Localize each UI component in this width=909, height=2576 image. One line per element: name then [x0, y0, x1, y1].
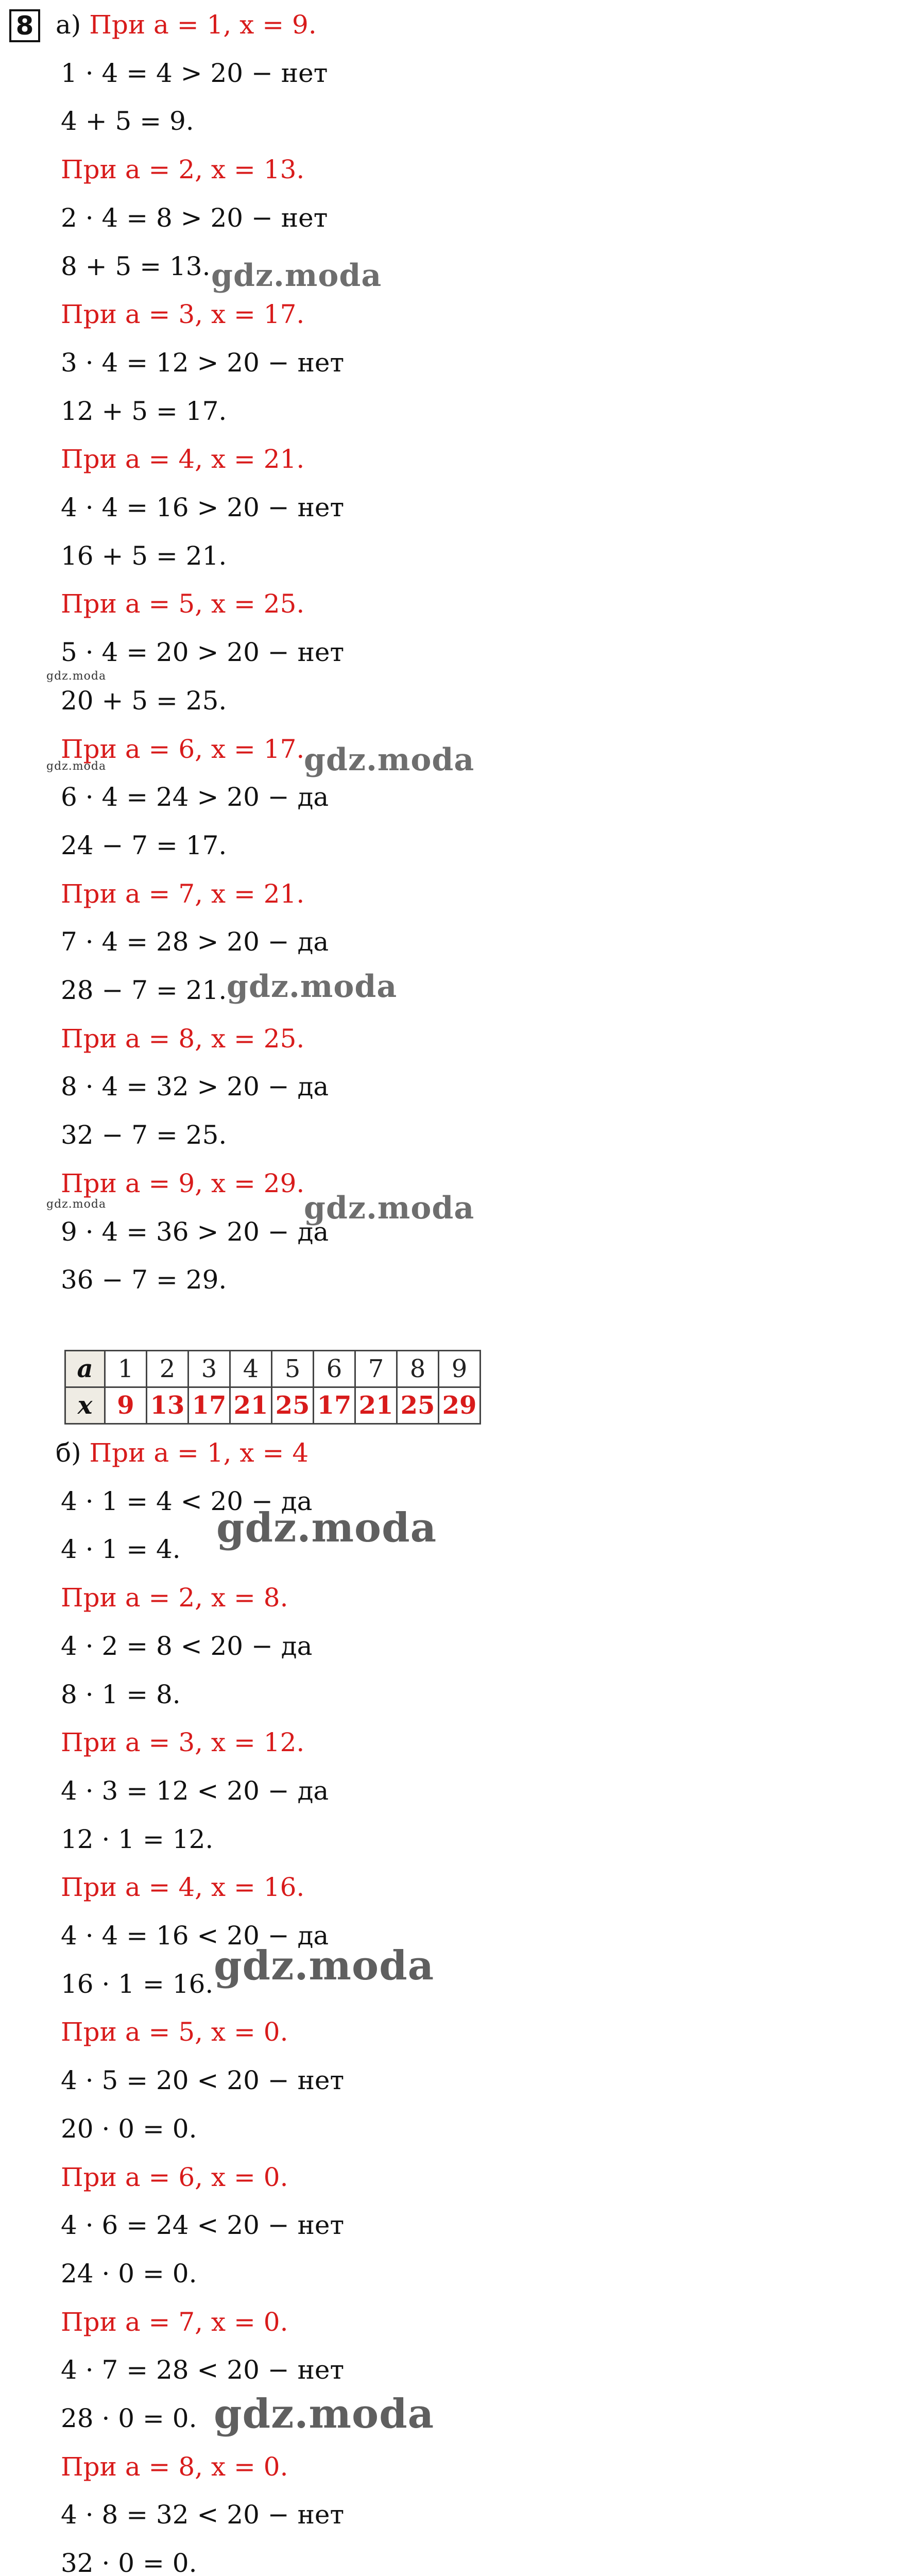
calculation-text: 20 · 0 = 0.	[61, 2113, 197, 2144]
table-cell: 21	[230, 1387, 272, 1424]
watermark-text: gdz.moda	[46, 1198, 107, 1211]
answer-heading: При a = 7, x = 21.	[61, 878, 305, 909]
calculation-text: 32 − 7 = 25.	[61, 1120, 227, 1150]
watermark-text: gdz.moda	[214, 2391, 435, 2437]
table-cell: 17	[188, 1387, 230, 1424]
part-b-line	[61, 1631, 312, 1662]
part-b-line	[61, 2258, 197, 2289]
watermark-text: gdz.moda	[214, 1942, 435, 1989]
part-a-line	[61, 685, 227, 716]
calculation-text: 36 − 7 = 29.	[61, 1265, 227, 1295]
part-a-line	[61, 975, 227, 1006]
part-b-line	[61, 2403, 197, 2434]
part-a-line	[61, 1023, 304, 1054]
calculation-text: 2 · 4 = 8 > 20 − нет	[61, 202, 328, 233]
calculation-text: 12 · 1 = 12.	[61, 1824, 214, 1854]
calculation-text: 7 · 4 = 28 > 20 − да	[61, 927, 329, 957]
part-b-line	[61, 2065, 344, 2096]
calculation-text: 8 · 1 = 8.	[61, 1679, 181, 1709]
part-b-line	[61, 1534, 181, 1565]
part-b-line	[61, 1872, 304, 1903]
part-a-line	[61, 782, 329, 812]
calculation-text: 4 · 5 = 20 < 20 − нет	[61, 2065, 345, 2096]
calculation-text: 28 · 0 = 0.	[61, 2403, 197, 2433]
answer-heading: При a = 5, x = 25.	[61, 589, 305, 619]
answer-heading: При a = 1, x = 9.	[89, 10, 317, 40]
part-a-line	[61, 926, 329, 957]
watermark-text: gdz.moda	[46, 670, 107, 683]
answer-heading: При a = 2, x = 13.	[61, 155, 305, 185]
part-b-line	[61, 2451, 288, 2482]
table-cell: 2	[147, 1351, 188, 1387]
a-row-header: a	[65, 1351, 105, 1387]
part-a-line	[61, 347, 344, 378]
part-a-line	[61, 1071, 329, 1102]
answer-heading: При a = 3, x = 12.	[61, 1727, 305, 1758]
part-b-line	[61, 1824, 213, 1855]
table-cell: 7	[355, 1351, 397, 1387]
table-cell: 3	[188, 1351, 230, 1387]
part-a-line	[61, 492, 344, 523]
calculation-text: 8 · 4 = 32 > 20 − да	[61, 1072, 329, 1102]
calculation-text: 3 · 4 = 12 > 20 − нет	[61, 347, 345, 378]
table-cell: 21	[355, 1387, 397, 1424]
part-b-line	[61, 2016, 288, 2047]
part-b-line	[61, 2210, 344, 2241]
part-a-line	[61, 1120, 227, 1150]
calculation-text: 5 · 4 = 20 > 20 − нет	[61, 637, 345, 668]
calculation-text: 4 · 1 = 4.	[61, 1534, 181, 1565]
exercise-number: 8	[9, 9, 40, 42]
calculation-text: 4 + 5 = 9.	[61, 106, 194, 137]
answer-heading: При a = 3, x = 17.	[61, 299, 305, 330]
part-b-line	[61, 1679, 181, 1710]
part-a-line	[61, 251, 211, 282]
answer-heading: При a = 2, x = 8.	[61, 1583, 288, 1613]
part-b-line	[61, 1582, 288, 1613]
calculation-text: 28 − 7 = 21.	[61, 975, 227, 1005]
watermark-text: gdz.moda	[46, 760, 107, 773]
x-row	[65, 1387, 481, 1424]
watermark-text: gdz.moda	[227, 969, 398, 1005]
calculation-text: 24 − 7 = 17.	[61, 830, 227, 860]
table-cell: 5	[272, 1351, 314, 1387]
part-b-line	[61, 1969, 213, 1999]
part-b-line	[56, 1437, 308, 1468]
answer-heading: При a = 6, x = 0.	[61, 2162, 288, 2192]
calculation-text: 4 · 1 = 4 < 20 − да	[61, 1486, 313, 1516]
part-b-line	[61, 2499, 344, 2530]
table-cell: 29	[439, 1387, 481, 1424]
calculation-text: 8 + 5 = 13.	[61, 251, 211, 281]
part-a-line	[61, 878, 304, 909]
table-cell: 1	[105, 1351, 147, 1387]
part-a-line	[61, 202, 328, 233]
part-a-line	[56, 9, 317, 40]
answer-heading: При a = 6, x = 17.	[61, 734, 305, 764]
calculation-text: 20 + 5 = 25.	[61, 685, 227, 716]
calculation-text: 16 · 1 = 16.	[61, 1969, 214, 1999]
watermark-text: gdz.moda	[304, 742, 475, 778]
table-cell: 9	[105, 1387, 147, 1424]
part-a-line	[61, 154, 304, 185]
calculation-text: 1 · 4 = 4 > 20 − нет	[61, 58, 328, 88]
part-a-line	[61, 540, 227, 571]
table-cell: 13	[147, 1387, 188, 1424]
part-b-line	[61, 1727, 304, 1758]
part-a-line	[61, 396, 227, 427]
table-cell: 9	[439, 1351, 481, 1387]
calculation-text: 4 · 4 = 16 < 20 − да	[61, 1921, 329, 1951]
calculation-text: 16 + 5 = 21.	[61, 540, 227, 571]
calculation-text: 32 · 0 = 0.	[61, 2548, 197, 2576]
part-b-line	[61, 2162, 288, 2193]
part-a-line	[61, 637, 344, 668]
table-cell: 25	[397, 1387, 439, 1424]
table-cell: 17	[314, 1387, 355, 1424]
answer-heading: При a = 9, x = 29.	[61, 1168, 305, 1198]
table-cell: 25	[272, 1387, 314, 1424]
part-b-line	[61, 2113, 197, 2144]
calculation-text: 4 · 6 = 24 < 20 − нет	[61, 2210, 345, 2241]
part-a-line	[61, 444, 304, 474]
part-a-label: а)	[56, 10, 90, 40]
calculation-text: 12 + 5 = 17.	[61, 396, 227, 426]
table-cell: 6	[314, 1351, 355, 1387]
part-a-line	[61, 58, 328, 89]
watermark-text: gdz.moda	[211, 258, 382, 294]
calculation-text: 4 · 4 = 16 > 20 − нет	[61, 493, 345, 522]
part-a-line	[61, 299, 304, 330]
table-cell: 8	[397, 1351, 439, 1387]
watermark-text: gdz.moda	[304, 1190, 475, 1226]
answer-heading: При a = 7, x = 0.	[61, 2307, 288, 2337]
calculation-text: 4 · 7 = 28 < 20 − нет	[61, 2355, 345, 2385]
calculation-text: 4 · 2 = 8 < 20 − да	[61, 1631, 313, 1661]
calculation-text: 24 · 0 = 0.	[61, 2258, 197, 2289]
answer-heading: При a = 4, x = 21.	[61, 444, 305, 474]
part-a-line	[61, 106, 194, 137]
part-a-line	[61, 588, 304, 619]
a-row	[65, 1351, 481, 1387]
part-a-line	[61, 1168, 304, 1199]
answer-heading: При a = 4, x = 16.	[61, 1872, 305, 1903]
calculation-text: 4 · 8 = 32 < 20 − нет	[61, 2500, 345, 2530]
answer-heading: При a = 5, x = 0.	[61, 2017, 288, 2047]
part-b-line	[61, 2548, 197, 2576]
table-cell: 4	[230, 1351, 272, 1387]
values-table-a	[64, 1350, 481, 1425]
answer-heading: При a = 1, x = 4	[89, 1438, 309, 1468]
part-b-line	[61, 2307, 288, 2337]
calculation-text: 4 · 3 = 12 < 20 − да	[61, 1775, 329, 1806]
part-b-line	[61, 1775, 329, 1806]
part-b-line	[61, 2354, 344, 2385]
calculation-text: 9 · 4 = 36 > 20 − да	[61, 1216, 329, 1247]
answer-heading: При a = 8, x = 25.	[61, 1023, 305, 1054]
answer-heading: При a = 8, x = 0.	[61, 2451, 288, 2482]
part-a-line	[61, 1216, 329, 1247]
calculation-text: 6 · 4 = 24 > 20 − да	[61, 782, 329, 812]
part-a-line	[61, 830, 227, 861]
x-row-header: x	[65, 1387, 105, 1424]
part-b-label: б)	[56, 1438, 90, 1468]
part-a-line	[61, 1264, 227, 1295]
watermark-text: gdz.moda	[216, 1504, 437, 1551]
